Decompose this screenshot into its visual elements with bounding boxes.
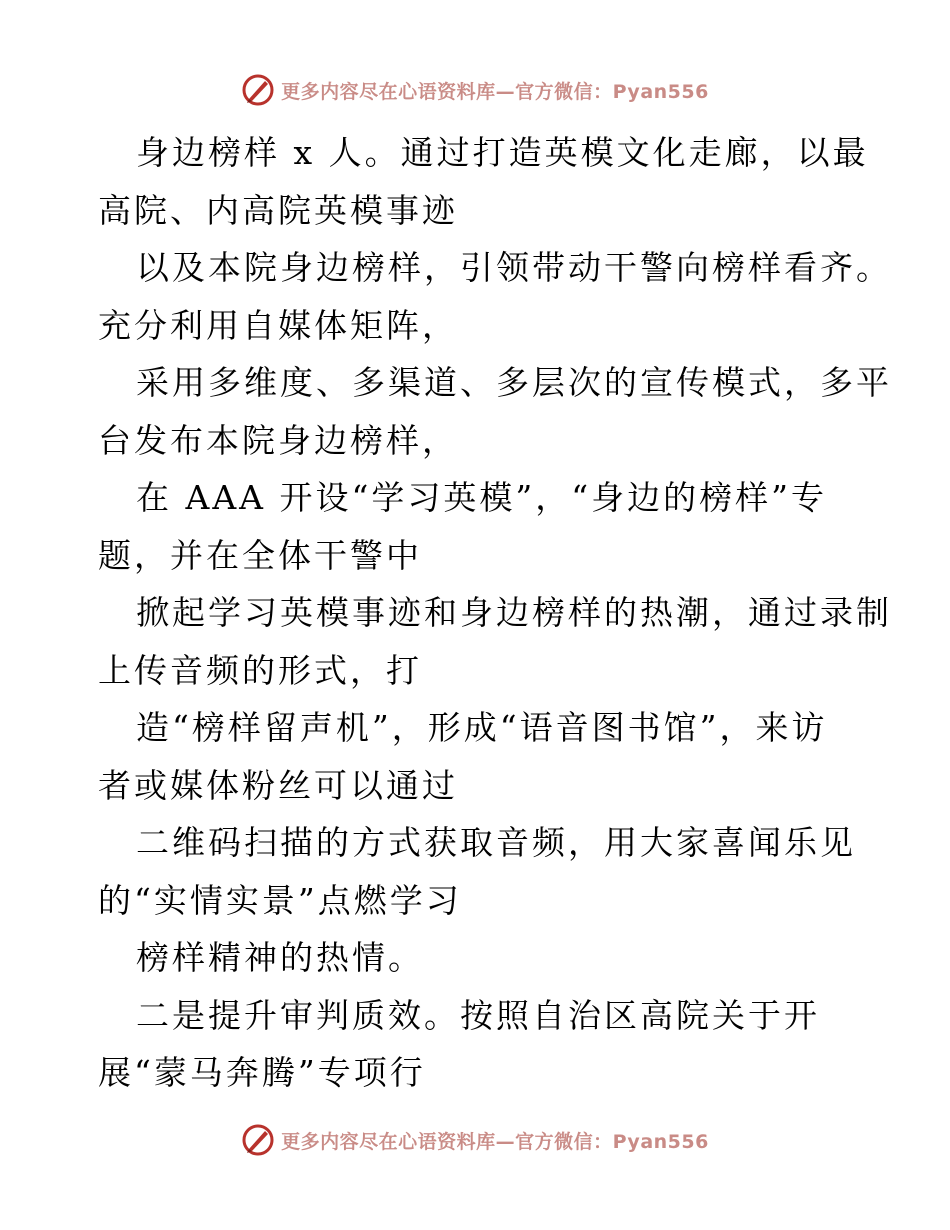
text-line: 展“蒙马奔腾”专项行 (98, 1053, 426, 1092)
quill-pen-logo-icon (241, 73, 275, 107)
text-line: 掀起学习英模事迹和身边榜样的热潮，通过录制 (136, 593, 892, 632)
text-line: 二是提升审判质效。按照自治区高院关于开 (136, 995, 820, 1035)
quill-pen-logo-icon (241, 1123, 275, 1157)
header-banner (0, 70, 950, 110)
footer-banner-text: 更多内容尽在心语资料库—官方微信：Pyan556 (281, 1130, 709, 1153)
text-line: 者或媒体粉丝可以通过 (98, 765, 458, 805)
text-line: 榜样精神的热情。 (136, 938, 424, 977)
text-line: 台发布本院身边榜样， (98, 420, 458, 460)
text-line: 高院、内高院英模事迹 (98, 190, 458, 230)
text-line: 二维码扫描的方式获取音频，用大家喜闻乐见 (136, 823, 856, 862)
text-line: 身边榜样 x 人。通过打造英模文化走廊，以最 (136, 133, 869, 172)
text-line: 题，并在全体干警中 (98, 535, 422, 575)
text-line: 在 AAA 开设“学习英模”，“身边的榜样”专 (136, 478, 827, 517)
header-banner-text: 更多内容尽在心语资料库—官方微信：Pyan556 (281, 80, 709, 103)
text-line: 的“实情实景”点燃学习 (98, 880, 462, 920)
text-line: 采用多维度、多渠道、多层次的宣传模式，多平 (136, 363, 892, 402)
text-line: 充分利用自媒体矩阵， (98, 305, 458, 345)
document-body (98, 124, 892, 1102)
text-line: 造“榜样留声机”，形成“语音图书馆”，来访 (136, 708, 828, 747)
text-line: 上传音频的形式，打 (98, 650, 422, 690)
footer-banner (0, 1120, 950, 1160)
text-line: 以及本院身边榜样，引领带动干警向榜样看齐。 (136, 248, 892, 287)
